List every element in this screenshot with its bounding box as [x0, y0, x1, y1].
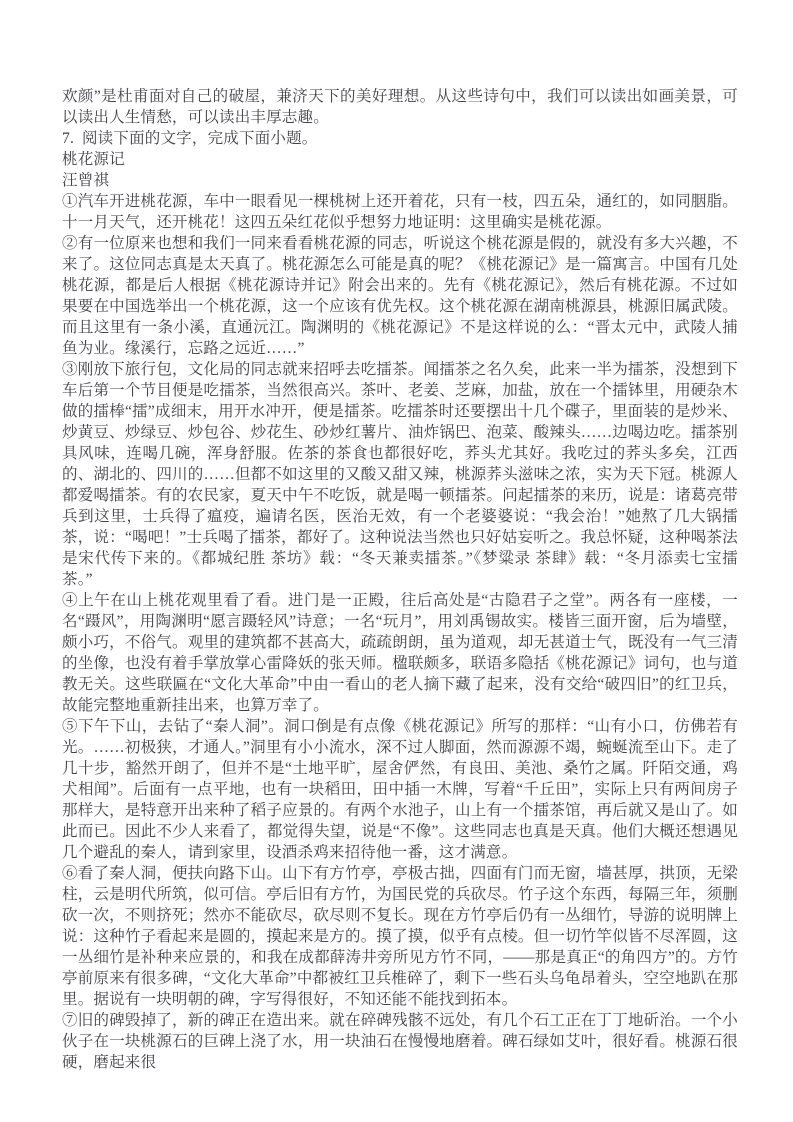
- reading-paragraph-2: ②有一位原来也想和我们一同来看看桃花源的同志，听说这个桃花源是假的，就没有多大兴趣，不来了。这位同志真是太天真了。桃花源怎么可能是真的呢？《桃花源记》是一篇寓言。中国有几处桃花源，都是后人根据《桃花源诗并记》附会出来的。先有《桃花源记》，然后有桃花源。不过如果要在中国选举出一个桃花源，这一个应该有优先权。这个桃花源在湖南桃源县，桃源旧属武陵。而且这里有一条小溪，直通沅江。陶渊明的《桃花源记》不是这样说的么：“晋太元中，武陵人捕鱼为业。缘溪行，忘路之远近……”: [62, 235, 738, 357]
- previous-answer-tail: 欢颜”是杜甫面对自己的破屋，兼济天下的美好理想。从这些诗句中，我们可以读出如画美景，可以读出人生情愁，可以读出丰厚志趣。: [62, 88, 738, 126]
- reading-title: 桃花源记: [62, 151, 125, 168]
- reading-paragraph-7: ⑦旧的碑毁掉了，新的碑正在造出来。就在碎碑残骸不远处，有几个石工正在丁丁地斫治。一个小伙子在一块桃源石的巨碑上浇了水，用一块油石在慢慢地磨着。碑石绿如艾叶，很好看。桃源石很硬，磨起来很: [62, 1012, 738, 1071]
- question-prompt: 阅读下面的文字，完成下面小题。: [81, 130, 318, 147]
- reading-paragraph-1: ①汽车开进桃花源，车中一眼看见一棵桃树上还开着花，只有一枝，四五朵，通红的，如同胭脂。十一月天气，还开桃花！这四五朵红花似乎想努力地证明：这里确实是桃花源。: [62, 193, 738, 231]
- question-number: 7.: [62, 130, 75, 147]
- document-body: [62, 86, 738, 1073]
- reading-paragraph-6: ⑥看了秦人洞，便扶向路下山。山下有方竹亭，亭极古拙，四面有门而无窗，墙甚厚，拱顶，无梁柱，云是明代所筑，似可信。亭后旧有方竹，为国民党的兵砍尽。竹子这个东西，每隔三年，须删砍一次，不则挤死；然亦不能砍尽，砍尽则不复长。现在方竹亭后仍有一丛细竹，导游的说明牌上说：这种竹子看起来是圆的，摸起来是方的。摸了摸，似乎有点棱。但一切竹竿似皆不尽浑圆，这一丛细竹是补种来应景的，和我在成都薛涛井旁所见方竹不同，——那是真正“的角四方”的。方竹亭前原来有很多碑，“文化大革命”中都被红卫兵椎碎了，剩下一些石头乌龟昂着头，空空地趴在那里。据说有一块明朝的碑，字写得很好，不知还能不能找到拓本。: [62, 865, 738, 1008]
- reading-paragraph-3: ③刚放下旅行包，文化局的同志就来招呼去吃擂茶。闻擂茶之名久矣，此来一半为擂茶，没想到下车后第一个节目便是吃擂茶，当然很高兴。茶叶、老姜、芝麻，加盐，放在一个擂钵里，用硬杂木做的擂棒“擂”成细末，用开水冲开，便是擂茶。吃擂茶时还要摆出十几个碟子，里面装的是炒米、炒黄豆、炒绿豆、炒包谷、炒花生、砂炒红薯片、油炸锅巴、泡菜、酸辣头……边喝边吃。擂茶别具风味，连喝几碗，浑身舒服。佐茶的茶食也都很好吃，荞头尤其好。我吃过的荞头多矣，江西的、湖北的、四川的……但都不如这里的又酸又甜又辣，桃源荞头滋味之浓，实为天下冠。桃源人都爱喝擂茶。有的农民家，夏天中午不吃饭，就是喝一顿擂茶。问起擂茶的来历，说是：诸葛亮带兵到这里，士兵得了瘟疫，遍请名医，医治无效，有一个老婆婆说：“我会治！”她熬了几大锅擂茶，说：“喝吧！”士兵喝了擂茶，都好了。这种说法当然也只好姑妄听之。我总怀疑，这种喝茶法是宋代传下来的。《都城纪胜 茶坊》载：“冬天兼卖擂茶。”《梦粱录 茶肆》载：“冬月添卖七宝擂茶。”: [62, 361, 738, 588]
- reading-paragraph-4: ④上午在山上桃花观里看了看。进门是一正殿，往后高处是“古隐君子之堂”。两各有一座楼，一名“蹑风”，用陶渊明“愿言蹑轻风”诗意；一名“玩月”，用刘禹锡故实。楼皆三面开窗，后为墙壁，颇小巧，不俗气。观里的建筑都不甚高大，疏疏朗朗，虽为道观，却无甚道士气，既没有一气三清的坐像，也没有着手掌放掌心雷降妖的张天师。楹联颇多，联语多隐括《桃花源记》词句，也与道教无关。这些联匾在“文化大革命”中由一看山的老人摘下藏了起来，没有交给“破四旧”的红卫兵，故能完整地重新挂出来，也算万幸了。: [62, 592, 738, 714]
- reading-author: 汪曾祺: [62, 172, 110, 189]
- question-line: [62, 128, 738, 149]
- reading-paragraph-5: ⑤下午下山，去钻了“秦人洞”。洞口倒是有点像《桃花源记》所写的那样：“山有小口，仿佛若有光。……初极狭，才通人。”洞里有小小流水，深不过人脚面，然而源源不竭，蜿蜒流至山下。走了几十步，豁然开朗了，但并不是“土地平旷，屋舍俨然，有良田、美池、桑竹之属。阡陌交通，鸡犬相闻”。后面有一点平地，也有一块稻田，田中插一木牌，写着“千丘田”，实际上只有两间房子那样大，是特意开出来种了稻子应景的。有两个水池子，山上有一个擂茶馆，再后就又是山了。如此而已。因此不少人来看了，都觉得失望，说是“不像”。这些同志也真是天真。他们大概还想遇见几个避乱的秦人，请到家里，设酒杀鸡来招待他一番，这才满意。: [62, 718, 738, 861]
